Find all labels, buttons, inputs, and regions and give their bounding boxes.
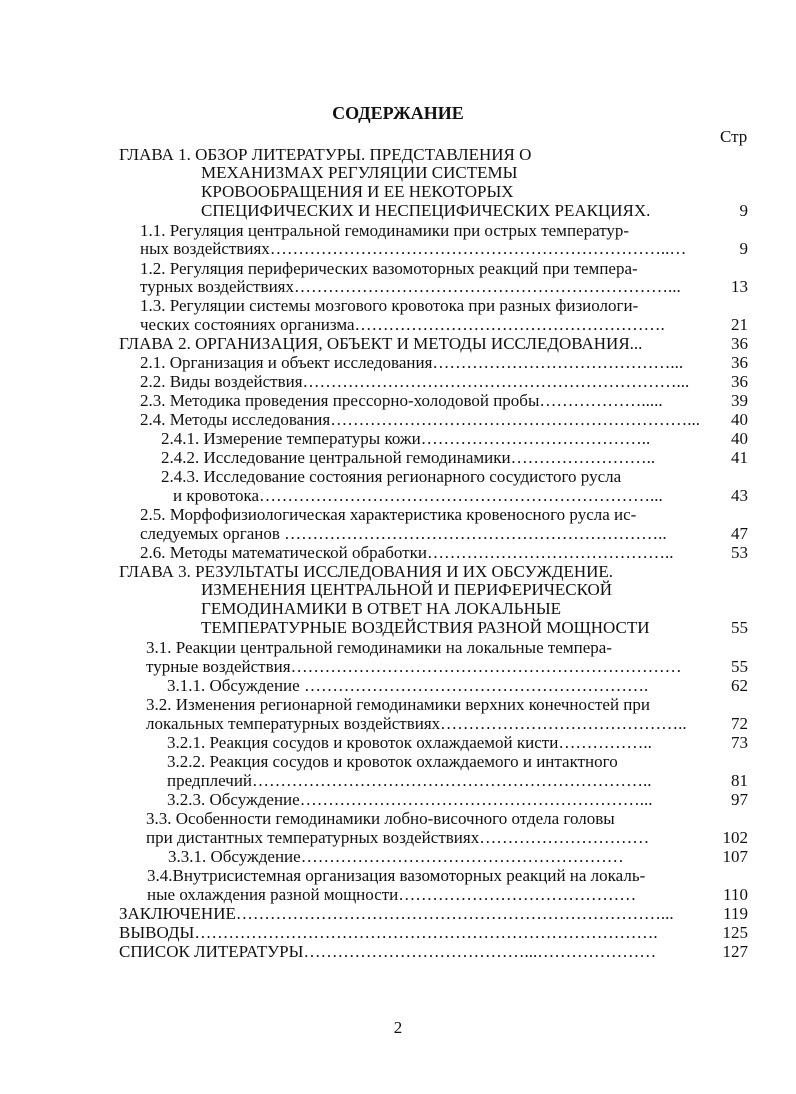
toc-entry-text: турные воздействия: [146, 657, 291, 676]
toc-entry-text: 3.3.1. Обсуждение: [168, 847, 301, 866]
toc-line: [161, 467, 700, 486]
toc-line: [140, 391, 700, 410]
toc-line: [140, 505, 700, 524]
toc-entry-text: ные охлаждения разной мощности: [147, 885, 399, 904]
toc-entry-text: ГЕМОДИНАМИКИ В ОТВЕТ НА ЛОКАЛЬНЫЕ: [201, 599, 562, 618]
page-title: СОДЕРЖАНИЕ: [332, 103, 464, 123]
toc-line: [201, 599, 700, 618]
toc-page-number: 9: [739, 201, 748, 220]
toc-page-number: 73: [731, 733, 748, 752]
toc-entry-text: МЕХАНИЗМАХ РЕГУЛЯЦИИ СИСТЕМЫ: [201, 163, 518, 182]
toc-line: [168, 847, 701, 866]
toc-entry-text: КРОВООБРАЩЕНИЯ И ЕЕ НЕКОТОРЫХ: [201, 182, 514, 201]
toc-line: [201, 618, 700, 637]
toc-page-number: 55: [731, 618, 748, 637]
toc-entry-text: 3.1.1. Обсуждение: [167, 676, 304, 695]
toc-line: [140, 221, 700, 240]
toc-entry-text: 3.2.1. Реакция сосудов и кровоток охлаждаемой кисти: [167, 733, 559, 752]
toc-line: [119, 334, 700, 353]
toc-entry-text: 1.2. Регуляция периферических вазомоторных реакций при темпера-: [140, 259, 638, 278]
toc-line: [140, 524, 700, 543]
toc-leader-dots: ……………………………………: [398, 885, 637, 904]
toc-line: [167, 676, 701, 695]
toc-entry-text: 1.3. Регуляции системы мозгового кровотока при разных физиологи-: [140, 296, 639, 315]
toc-line: [167, 771, 701, 790]
toc-page-number: 36: [731, 353, 748, 372]
toc-leader-dots: ……………………………………………………………: [290, 657, 682, 676]
toc-line: [201, 182, 700, 201]
toc-line: [146, 638, 700, 657]
toc-page-number: 81: [731, 771, 748, 790]
toc-line: [140, 277, 700, 296]
toc-line: [140, 353, 700, 372]
toc-line: [146, 828, 700, 847]
toc-page-number: 36: [731, 334, 748, 353]
page-column-label: Стр: [720, 127, 748, 146]
toc-entry-text: 2.1. Организация и объект исследования: [140, 353, 433, 372]
toc-line: [140, 543, 700, 562]
toc-page-number: 36: [731, 372, 748, 391]
toc-entry-text: 1.1. Регуляция центральной гемодинамики при острых температур-: [140, 221, 630, 240]
toc-leader-dots: …………………………………………………………………...: [235, 904, 674, 923]
toc-entry-text: 2.3. Методика проведения прессорно-холодовой пробы: [140, 391, 540, 410]
toc-entry-text: ЗАКЛЮЧЕНИЕ: [119, 904, 236, 923]
toc-page-number: 39: [731, 391, 748, 410]
toc-leader-dots: ……………………………………..: [440, 714, 687, 733]
toc-line: [167, 790, 701, 809]
toc-entry-text: ВЫВОДЫ: [119, 923, 195, 942]
toc-entry-text: 2.6. Методы математической обработки: [140, 543, 427, 562]
toc-page-number: 40: [731, 410, 748, 429]
toc-entry-text: турных воздействиях: [140, 277, 295, 296]
toc-line: [147, 866, 700, 885]
toc-leader-dots: ……………………………………………….: [354, 315, 665, 334]
toc-entry-text: 2.2. Виды воздействия: [140, 372, 303, 391]
page-number: 2: [393, 1018, 403, 1037]
toc-leader-dots: ……………………………………………………………………….: [194, 923, 658, 942]
toc-page-number: 41: [731, 448, 748, 467]
toc-entry-text: 2.4. Методы исследования: [140, 410, 331, 429]
toc-page-number: 55: [731, 657, 748, 676]
toc-line: [140, 296, 700, 315]
toc-line: [146, 809, 700, 828]
toc-line: [119, 923, 700, 942]
toc-page-number: 47: [731, 524, 748, 543]
toc-page-number: 53: [731, 543, 748, 562]
toc-entry-text: 3.3. Особенности гемодинамики лобно-височного отдела головы: [146, 809, 615, 828]
toc-leader-dots: …………………………………………………….: [303, 676, 649, 695]
toc-line: [173, 486, 701, 505]
toc-entry-text: 2.4.1. Измерение температуры кожи: [161, 429, 421, 448]
toc-leader-dots: ……………………………………………………………...: [259, 486, 663, 505]
toc-entry-text: СПИСОК ЛИТЕРАТУРЫ: [119, 942, 304, 961]
toc-entry-text: и кровотока: [173, 486, 260, 505]
toc-line: [146, 695, 700, 714]
toc-leader-dots: ……………………………………...: [432, 353, 684, 372]
toc-entry-text: 3.2.2. Реакция сосудов и кровоток охлаждаемого и интактного: [167, 752, 618, 771]
toc-line: [161, 429, 701, 448]
toc-leader-dots: …………………………………………………………..: [284, 524, 667, 543]
toc-page-number: 125: [722, 923, 748, 942]
toc-page-number: 97: [731, 790, 748, 809]
toc-entry-text: СПЕЦИФИЧЕСКИХ И НЕСПЕЦИФИЧЕСКИХ РЕАКЦИЯХ.: [201, 201, 651, 220]
toc-leader-dots: ……………………………………………………...: [299, 790, 653, 809]
toc-entry-text: ных воздействиях: [140, 239, 270, 258]
toc-page-number: 110: [723, 885, 748, 904]
toc-leader-dots: …………………………………………………………...: [294, 277, 681, 296]
toc-leader-dots: ………………………………………………………...: [330, 410, 700, 429]
toc-entry-text: 3.4.Внутрисистемная организация вазомоторных реакций на локаль-: [147, 866, 646, 885]
toc-line: [140, 259, 700, 278]
toc-entry-text: следуемых органов: [140, 524, 285, 543]
toc-leader-dots: …………………………………………………………...: [302, 372, 690, 391]
toc-leader-dots: …………………………: [479, 828, 650, 847]
toc-entry-text: ИЗМЕНЕНИЯ ЦЕНТРАЛЬНОЙ И ПЕРИФЕРИЧЕСКОЙ: [201, 580, 613, 599]
toc-line: [201, 163, 700, 182]
toc-line: [119, 562, 700, 581]
toc-line: [140, 372, 700, 391]
toc-entry-text: ГЛАВА 3. РЕЗУЛЬТАТЫ ИССЛЕДОВАНИЯ И ИХ ОБСУЖДЕНИЕ.: [119, 562, 614, 581]
toc-entry-text: 2.5. Морфофизиологическая характеристика кровеносного русла ис-: [140, 505, 637, 524]
toc-page-number: 127: [722, 942, 748, 961]
toc-line: [146, 657, 700, 676]
toc-leader-dots: ……………………………………………………………..: [252, 771, 652, 790]
toc-leader-dots: ……………….....: [539, 391, 663, 410]
toc-leader-dots: ……………………………………..: [426, 543, 674, 562]
toc-entry-text: при дистантных температурных воздействиях: [146, 828, 480, 847]
toc-page-number: 9: [739, 239, 748, 258]
toc-line: [119, 942, 700, 961]
toc-page-number: 102: [722, 828, 748, 847]
toc-line: [119, 904, 700, 923]
toc-entry-text: ГЛАВА 2. ОРГАНИЗАЦИЯ, ОБЪЕКТ И МЕТОДЫ ИССЛЕДОВАНИЯ...: [119, 334, 643, 353]
toc-line: [161, 448, 701, 467]
toc-line: [201, 201, 700, 220]
toc-page-number: 119: [723, 904, 748, 923]
toc-line: [201, 580, 700, 599]
toc-leader-dots: …………………………………...…………………: [303, 942, 657, 961]
toc-leader-dots: …………………………………………………: [300, 847, 624, 866]
toc-leader-dots: ……………………………………………………………..…: [269, 239, 687, 258]
toc-entry-text: предплечий: [167, 771, 253, 790]
toc-line: [119, 145, 700, 164]
toc-entry-text: локальных температурных воздействиях: [146, 714, 441, 733]
toc-page-number: 62: [731, 676, 748, 695]
toc-line: [140, 315, 700, 334]
toc-entry-text: 2.4.2. Исследование центральной гемодинамики: [161, 448, 511, 467]
toc-line: [167, 752, 700, 771]
toc-entry-text: ГЛАВА 1. ОБЗОР ЛИТЕРАТУРЫ. ПРЕДСТАВЛЕНИЯ О: [119, 145, 532, 164]
toc-page-number: 40: [731, 429, 748, 448]
toc-entry-text: 3.2. Изменения регионарной гемодинамики верхних конечностей при: [146, 695, 650, 714]
toc-entry-text: ТЕМПЕРАТУРНЫЕ ВОЗДЕЙСТВИЯ РАЗНОЙ МОЩНОСТИ: [201, 618, 650, 637]
toc-entry-text: 3.1. Реакции центральной гемодинамики на локальные темпера-: [146, 638, 612, 657]
toc-page-number: 107: [722, 847, 748, 866]
toc-page-number: 72: [731, 714, 748, 733]
toc-line: [140, 239, 700, 258]
toc-entry-text: ческих состояниях организма: [140, 315, 355, 334]
toc-leader-dots: ……………..: [558, 733, 652, 752]
toc-page-number: 21: [731, 315, 748, 334]
toc-line: [140, 410, 700, 429]
toc-line: [167, 733, 701, 752]
toc-page-number: 13: [731, 277, 748, 296]
toc-line: [147, 885, 700, 904]
toc-entry-text: 2.4.3. Исследование состояния регионарного сосудистого русла: [161, 467, 622, 486]
toc-leader-dots: …………………………………..: [420, 429, 651, 448]
toc-entry-text: 3.2.3. Обсуждение: [167, 790, 300, 809]
toc-leader-dots: ……………………..: [510, 448, 656, 467]
toc-line: [146, 714, 700, 733]
toc-page-number: 43: [731, 486, 748, 505]
